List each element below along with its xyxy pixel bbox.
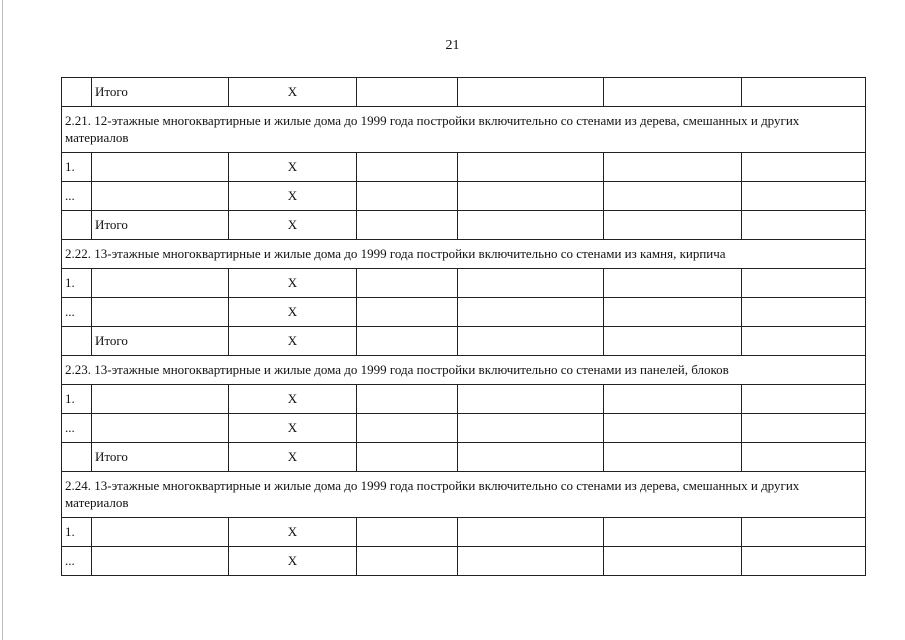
row-number-cell: 1.	[62, 269, 92, 298]
row-mark-cell: X	[229, 211, 357, 240]
row-mark-cell: X	[229, 269, 357, 298]
section-title: 2.22. 13-этажные многоквартирные и жилые дома до 1999 года постройки включительно со стенами из камня, кирпича	[62, 240, 866, 269]
empty-cell	[604, 78, 742, 107]
empty-cell	[357, 78, 458, 107]
table-row	[62, 443, 866, 472]
empty-cell	[604, 269, 742, 298]
empty-cell	[742, 153, 866, 182]
row-number-cell	[62, 327, 92, 356]
empty-cell	[604, 547, 742, 576]
row-name-cell	[92, 153, 229, 182]
table-row	[62, 298, 866, 327]
empty-cell	[742, 78, 866, 107]
page-number: 21	[445, 38, 460, 53]
row-name-cell	[92, 414, 229, 443]
empty-cell	[458, 211, 604, 240]
empty-cell	[742, 182, 866, 211]
table-row	[62, 414, 866, 443]
row-mark-cell: X	[229, 182, 357, 211]
housing-table	[61, 77, 866, 576]
empty-cell	[742, 443, 866, 472]
row-name-cell	[92, 298, 229, 327]
empty-cell	[458, 518, 604, 547]
row-name-cell	[92, 269, 229, 298]
row-mark-cell: X	[229, 547, 357, 576]
empty-cell	[357, 518, 458, 547]
row-number-cell: ...	[62, 414, 92, 443]
row-name-cell: Итого	[92, 211, 229, 240]
table-row	[62, 518, 866, 547]
empty-cell	[458, 298, 604, 327]
row-number-cell: ...	[62, 298, 92, 327]
empty-cell	[604, 518, 742, 547]
row-name-cell: Итого	[92, 443, 229, 472]
empty-cell	[357, 269, 458, 298]
section-title: 2.23. 13-этажные многоквартирные и жилые дома до 1999 года постройки включительно со стенами из панелей, блоков	[62, 356, 866, 385]
row-mark-cell: X	[229, 414, 357, 443]
section-title: 2.21. 12-этажные многоквартирные и жилые дома до 1999 года постройки включительно со стенами из дерева, смешанных и других материалов	[62, 107, 866, 153]
row-name-cell	[92, 182, 229, 211]
empty-cell	[357, 153, 458, 182]
section-title: 2.24. 13-этажные многоквартирные и жилые дома до 1999 года постройки включительно со стенами из дерева, смешанных и других материалов	[62, 472, 866, 518]
empty-cell	[458, 78, 604, 107]
row-mark-cell: X	[229, 518, 357, 547]
empty-cell	[357, 298, 458, 327]
empty-cell	[742, 298, 866, 327]
row-number-cell	[62, 443, 92, 472]
scan-edge-line	[2, 0, 3, 640]
row-number-cell	[62, 211, 92, 240]
empty-cell	[357, 385, 458, 414]
empty-cell	[357, 182, 458, 211]
table-row	[62, 182, 866, 211]
table-row	[62, 153, 866, 182]
empty-cell	[742, 211, 866, 240]
empty-cell	[604, 153, 742, 182]
section-header-row	[62, 107, 866, 153]
section-header-row	[62, 240, 866, 269]
empty-cell	[742, 327, 866, 356]
row-number-cell: ...	[62, 182, 92, 211]
row-number-cell: ...	[62, 547, 92, 576]
row-name-cell	[92, 518, 229, 547]
table-row	[62, 547, 866, 576]
empty-cell	[458, 414, 604, 443]
row-number-cell: 1.	[62, 518, 92, 547]
row-number-cell: 1.	[62, 385, 92, 414]
empty-cell	[604, 211, 742, 240]
empty-cell	[742, 414, 866, 443]
empty-cell	[742, 518, 866, 547]
empty-cell	[604, 443, 742, 472]
row-name-cell: Итого	[92, 78, 229, 107]
empty-cell	[604, 385, 742, 414]
row-name-cell	[92, 547, 229, 576]
section-header-row	[62, 356, 866, 385]
empty-cell	[458, 385, 604, 414]
row-mark-cell: X	[229, 327, 357, 356]
row-number-cell: 1.	[62, 153, 92, 182]
table-row	[62, 385, 866, 414]
row-mark-cell: X	[229, 443, 357, 472]
row-mark-cell: X	[229, 78, 357, 107]
empty-cell	[604, 298, 742, 327]
table-row	[62, 269, 866, 298]
empty-cell	[604, 327, 742, 356]
row-name-cell	[92, 385, 229, 414]
table-row	[62, 78, 866, 107]
row-mark-cell: X	[229, 153, 357, 182]
empty-cell	[357, 443, 458, 472]
empty-cell	[604, 414, 742, 443]
empty-cell	[742, 547, 866, 576]
empty-cell	[357, 414, 458, 443]
empty-cell	[742, 269, 866, 298]
empty-cell	[458, 269, 604, 298]
section-header-row	[62, 472, 866, 518]
row-number-cell	[62, 78, 92, 107]
row-name-cell: Итого	[92, 327, 229, 356]
empty-cell	[357, 211, 458, 240]
table-body	[62, 78, 866, 576]
empty-cell	[458, 182, 604, 211]
empty-cell	[742, 385, 866, 414]
empty-cell	[458, 443, 604, 472]
empty-cell	[458, 153, 604, 182]
empty-cell	[458, 327, 604, 356]
table-row	[62, 211, 866, 240]
row-mark-cell: X	[229, 298, 357, 327]
table-row	[62, 327, 866, 356]
empty-cell	[357, 547, 458, 576]
row-mark-cell: X	[229, 385, 357, 414]
empty-cell	[458, 547, 604, 576]
empty-cell	[357, 327, 458, 356]
empty-cell	[604, 182, 742, 211]
